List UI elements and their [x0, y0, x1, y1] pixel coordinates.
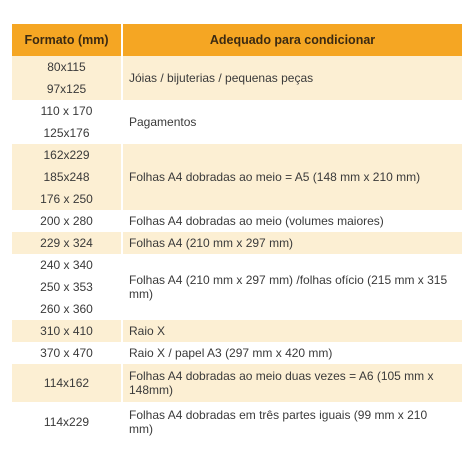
table-row	[12, 232, 462, 254]
table-row	[12, 56, 462, 78]
envelope-format-table	[12, 24, 462, 441]
format-cell: 240 x 340	[12, 254, 122, 276]
description-cell: Folhas A4 (210 mm x 297 mm) /folhas ofício (215 mm x 315 mm)	[129, 273, 448, 301]
description-cell: Raio X	[122, 320, 462, 342]
format-cell: 114x229	[12, 402, 122, 441]
format-column-header: Formato (mm)	[12, 24, 122, 56]
table-row	[12, 100, 462, 122]
format-cell: 162x229	[12, 144, 122, 166]
description-cell: Folhas A4 (210 mm x 297 mm)	[122, 232, 462, 254]
format-cell: 260 x 360	[12, 298, 122, 320]
format-cell: 229 x 324	[12, 232, 122, 254]
format-cell: 200 x 280	[12, 210, 122, 232]
format-cell: 97x125	[12, 78, 122, 100]
format-cell: 110 x 170	[12, 100, 122, 122]
format-cell: 176 x 250	[12, 188, 122, 210]
table-row	[12, 210, 462, 232]
format-cell: 80x115	[12, 56, 122, 78]
description-cell: Jóias / bijuterias / pequenas peças	[122, 56, 462, 100]
table-row	[12, 364, 462, 402]
description-cell: Pagamentos	[129, 115, 197, 129]
suitable-column-header: Adequado para condicionar	[122, 24, 462, 56]
table-row	[12, 254, 462, 276]
format-cell: 250 x 353	[12, 276, 122, 298]
description-cell: Folhas A4 dobradas ao meio = A5 (148 mm x 210 mm)	[122, 144, 462, 210]
table-row	[12, 402, 462, 441]
table-row	[12, 144, 462, 166]
table-row	[12, 320, 462, 342]
description-cell: Folhas A4 dobradas ao meio duas vezes = A6 (105 mm x 148mm)	[122, 364, 462, 402]
description-cell: Folhas A4 dobradas ao meio (volumes maiores)	[129, 214, 384, 228]
format-cell: 310 x 410	[12, 320, 122, 342]
table-row	[12, 342, 462, 364]
description-cell: Raio X / papel A3 (297 mm x 420 mm)	[129, 346, 333, 360]
description-cell: Folhas A4 dobradas em três partes iguais (99 mm x 210 mm)	[129, 407, 428, 436]
format-cell: 114x162	[12, 364, 122, 402]
format-cell: 185x248	[12, 166, 122, 188]
format-cell: 370 x 470	[12, 342, 122, 364]
format-cell: 125x176	[12, 122, 122, 144]
table-header-row	[12, 24, 462, 56]
